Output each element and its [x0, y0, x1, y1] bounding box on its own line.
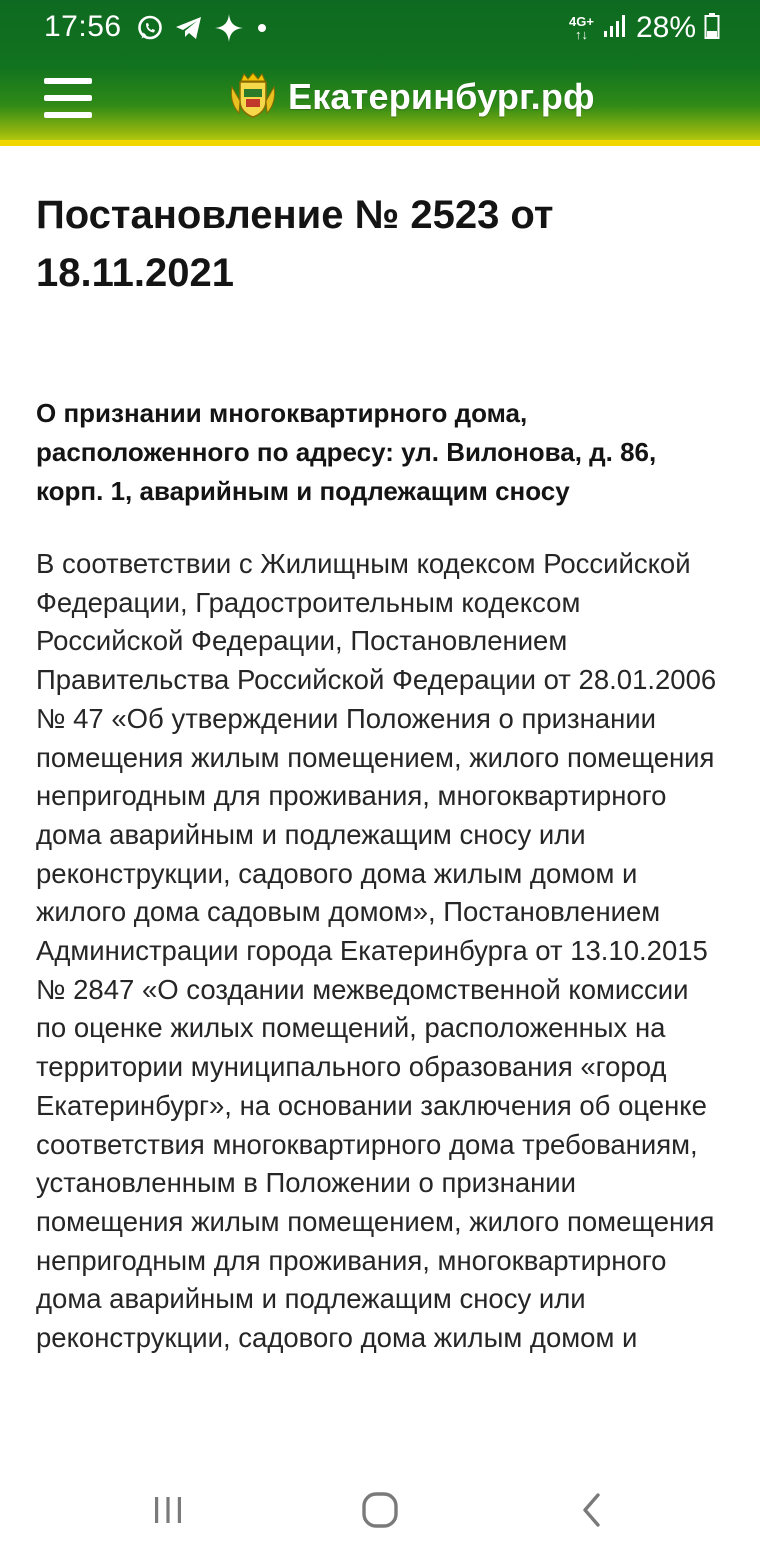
- whatsapp-icon: [136, 14, 164, 42]
- menu-icon-bar-middle: [44, 95, 92, 101]
- coat-of-arms-icon: [228, 71, 278, 124]
- battery-icon: [704, 12, 720, 45]
- back-button[interactable]: [562, 1482, 622, 1542]
- navigation-bar: [0, 1460, 760, 1562]
- site-header: [0, 56, 760, 140]
- document-subtitle: О признании многоквартирного дома, расположенного по адресу: ул. Вилонова, д. 86, корп. 1, аварийным и подлежащим сносу: [36, 398, 657, 506]
- network-type: [569, 15, 594, 41]
- site-logo[interactable]: [228, 72, 595, 122]
- menu-button[interactable]: [44, 78, 92, 118]
- network-type-label: 4G+: [569, 14, 594, 29]
- top-app-bar: [0, 0, 760, 146]
- recents-button[interactable]: [138, 1482, 198, 1542]
- site-name: Екатеринбург.рф: [288, 76, 595, 117]
- menu-icon-bar-bottom: [44, 112, 92, 118]
- telegram-icon: [174, 14, 204, 42]
- document-title: Постановление № 2523 от 18.11.2021: [36, 193, 554, 295]
- notification-icons: [136, 8, 270, 48]
- system-icons: [569, 8, 720, 48]
- document-content: [36, 146, 726, 1460]
- battery-percent: 28%: [635, 11, 696, 44]
- status-bar: [0, 0, 760, 56]
- signal-icon: [602, 13, 628, 44]
- sparkle-icon: [214, 13, 244, 43]
- network-activity-arrows: ↑↓: [574, 27, 588, 42]
- document-body: В соответствии с Жилищным кодексом Российской Федерации, Градостроительным кодексом Российской Федерации, Постановлением Правительства Российской Федерации от 28.01.2006 № 47 «Об утверждении Положения о признании помещения жилым помещением, жилого помещения непригодным для проживания, многоквартирного дома аварийным и подлежащим сносу или реконструкции, садового дома жилым домом и жилого дома садовым домом», Постановлением Администрации города Екатеринбурга от 13.10.2015 № 2847 «О создании межведомственной комиссии по оценке жилых помещений, расположенных на территории муниципального образования «город Екатеринбург», на основании заключения об оценке соответствия многоквартирного дома требованиям, установленным в Положении о признании помещения жилым помещением, жилого помещения непригодным для проживания, многоквартирного дома аварийным и подлежащим сносу или реконструкции, садового дома жилым домом и: [36, 548, 717, 1354]
- menu-icon: [44, 78, 92, 84]
- home-button[interactable]: [350, 1482, 410, 1542]
- dot-icon: [254, 20, 270, 36]
- back-icon: [574, 1492, 610, 1533]
- home-icon: [360, 1490, 400, 1535]
- status-time: 17:56: [44, 10, 122, 43]
- recents-icon: [150, 1492, 186, 1533]
